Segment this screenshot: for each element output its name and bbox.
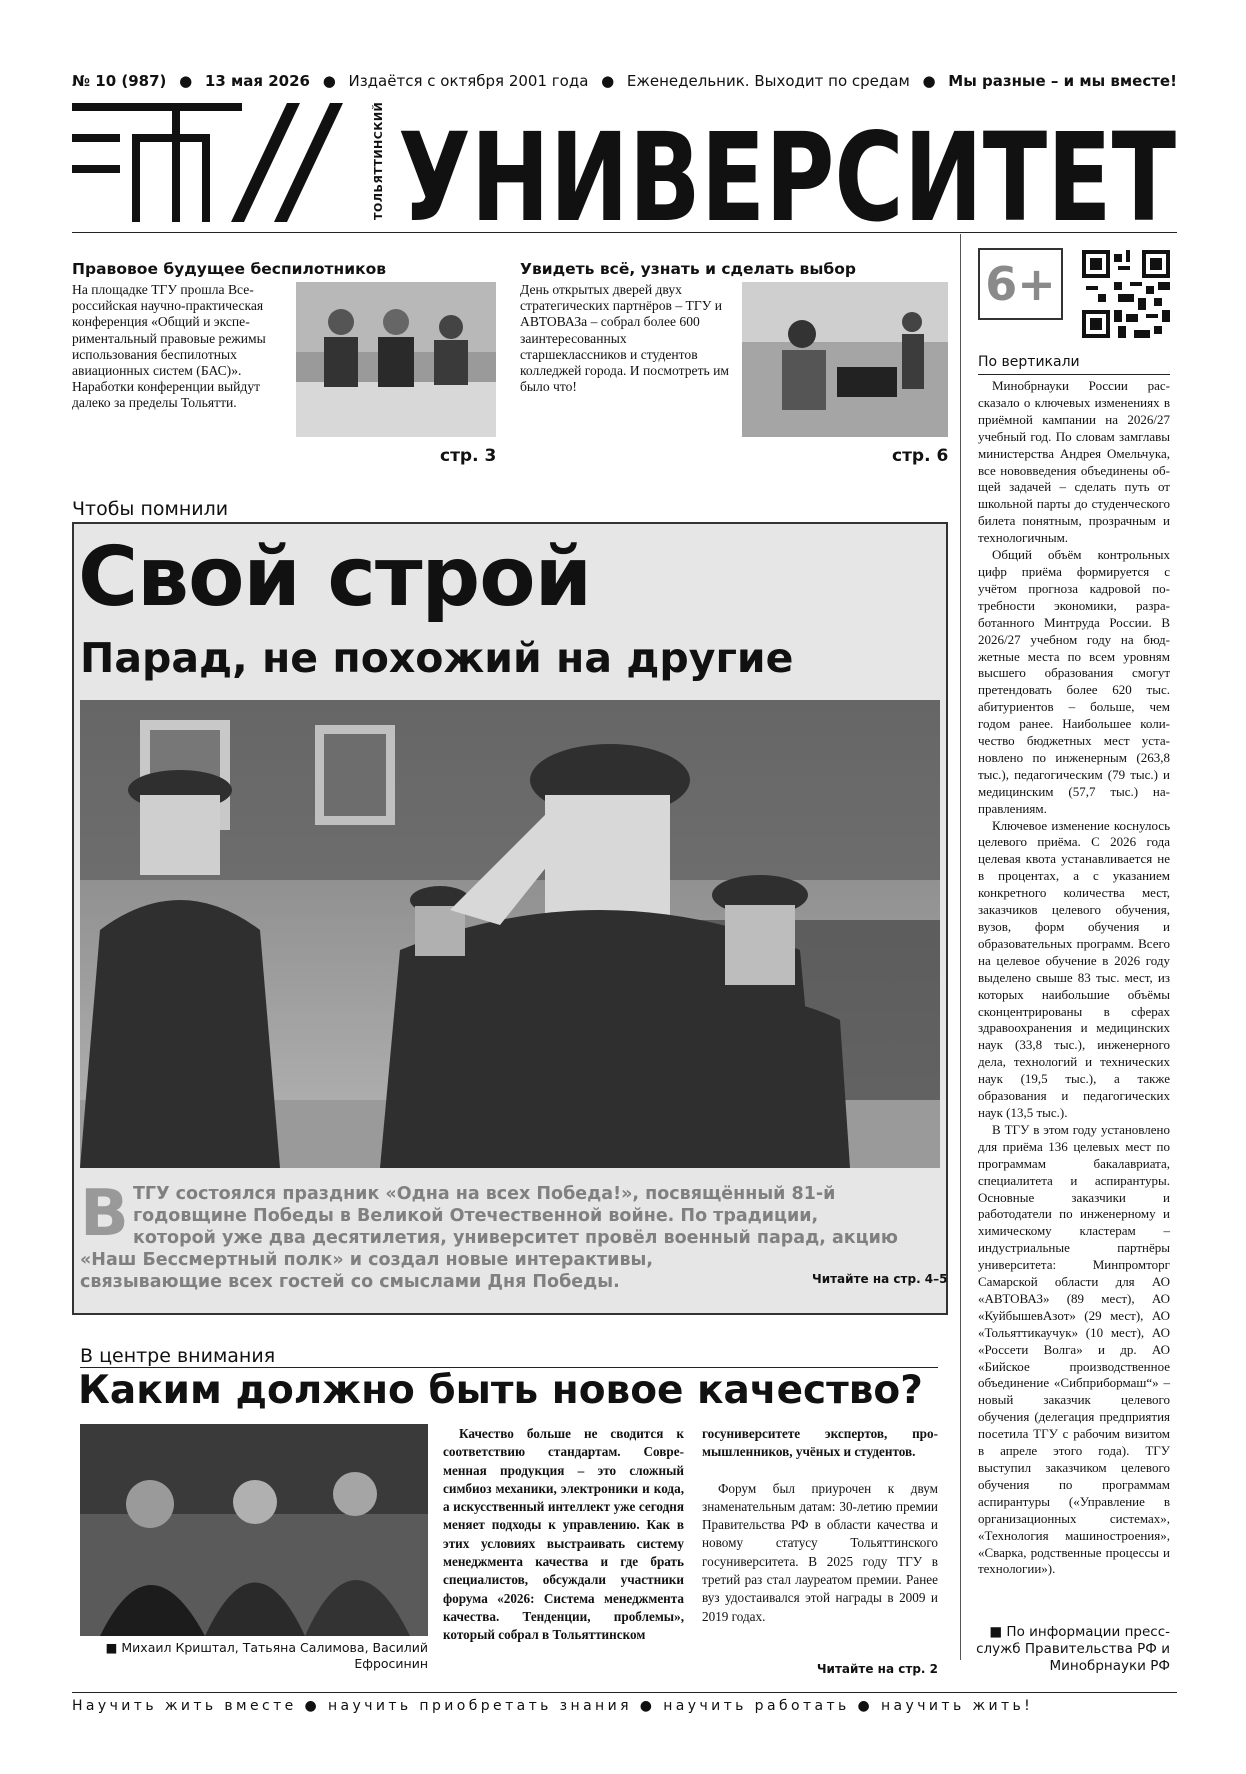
lead-line: годовщине Победы в Великой Отечественной войне. По традиции, [133, 1206, 819, 1226]
teaser-2-photo [742, 282, 948, 437]
sidebar-divider [960, 234, 961, 1660]
lead-line: которой уже два десятилетия, университет провёл военный парад, акцию [133, 1228, 898, 1248]
issue-since: Издаётся с октября 2001 года [348, 72, 589, 90]
masthead-small-label: ТОЛЬЯТТИНСКИЙ [372, 101, 385, 220]
lead-line: «Наш Бессмертный полк» и создал новые интерактивы, [80, 1250, 653, 1270]
teaser-1-text: На площадке ТГУ прошла Всероссийская научно-практическая конференция «Общий и экспериментальный правовые режимы использования беспилотных авиационных систем (БАС)». Наработки конференции выйдут далеко за пределы Тольятти. [72, 282, 266, 411]
sidebar-rubric: По вертикали [978, 354, 1080, 370]
sidebar-paragraph: Ключевое изменение коснулось целевого приёма. С 2026 года целевая квота устанавливается не в процентах, а с указанием конкретного количества мест, заказчиков целевого обучения, вузов, форм обучения и образовательных программ. Всего на целевое обучение в 2026 году выделено свыше 83 тыс. мест, из которых наибольшие объёмы сконцентрированы в сферах здравоохранения и медицинских наук (33,8 тыс.), инженерного дела, технологий и технических наук (19,5 тыс.), а также образования и педагогических наук (13,5 тыс.). [978, 817, 1170, 1120]
issue-frequency: Еженедельник. Выходит по средам [626, 72, 910, 90]
sidebar-paragraph: В ТГУ в этом году установлено для приёма 136 целевых мест по программам бакалавриата, специалитета и аспирантуры. Основные заказчики и работодатели по инженерному и химическому кластерам – индустриальные партнёры университета: Минпромторг Самарской области для АО «АВТОВАЗ» (89 мест), АО «КуйбышевАзот» (29 мест), АО «Тольяттикаучук» (10 мест), АО «Россети Волга» и др. АО «Бийское производственное объединение «Сибприбормаш“» – новый заказчик целевого обучения (делегация предприятия посетила ТГУ с рабочим визитом в апреле этого года). ТГУ выступил заказчиком целевого обучения по программам аспирантуры («Управление в организационных системах», «Технология машиностроения», «Сварка, родственные процессы и технологии»). [978, 1121, 1170, 1577]
feature-subtitle: Парад, не похожий на другие [80, 634, 794, 682]
feature-read-more[interactable]: Читайте на стр. 4–5 [812, 1272, 948, 1286]
parade-photo [80, 700, 940, 1168]
article2-rubric: В центре внимания [80, 1345, 276, 1367]
teaser-2-page[interactable]: стр. 6 [892, 446, 949, 466]
feature-dropcap: В [80, 1177, 129, 1251]
lead-line: ТГУ состоялся праздник «Одна на всех Победа!», посвящённый 81-й [133, 1184, 836, 1204]
teaser-2-text: День открытых дверей двух стратегических партнёров – ТГУ и АВТОВАЗа – собрал более 600 заинтересованных старшеклассников и студентов колледжей города. И посмотреть им было что! [520, 282, 730, 395]
masthead-title [398, 96, 1178, 226]
sidebar-paragraph: Минобрнауки России рассказало о ключевых изменениях в приёмной кампании на 2026/27 учебный год. По словам замглавы министерства Андрея Омельчука, все нововведения объединены общей задачей – сделать путь от школьной парты до студенческого билета понятным, прозрачным и технологичным. [978, 378, 1170, 546]
sidebar-rubric-rule [978, 374, 1170, 375]
teaser-1-photo [296, 282, 496, 437]
footer-rule [72, 1692, 1177, 1693]
tgu-logo [72, 100, 382, 225]
footer-motto: Научить жить вместе ● научить приобретать знания ● научить работать ● научить жить! [72, 1698, 1034, 1714]
sidebar-paragraph: Общий объём контрольных цифр приёма формируется с учётом прогноза кадровой потребности экономики, разработанного Минтруда России. В 2026/27 учебном году на бюджетные места по всем уровням высшего образования смогут претендовать более 620 тыс. абитуриентов – больше, чем годом ранее. Наибольшее количество бюджетных мест установлено по инженерным (263,8 тыс.), педагогическим (79 тыс.) и медицинским (57,7 тыс.) направлениям. [978, 547, 1170, 816]
article2-paragraph-bold: госуниверситете экспертов, промышленников, учёных и студентов. [702, 1426, 938, 1460]
issue-info-line: № 10 (987) ● 13 мая 2026 ● Издаётся с октября 2001 года ● Еженедельник. Выходит по средам ● Мы разные – и мы вместе! [72, 72, 1177, 90]
article2-photo-caption: ■ Михаил Криштал, Татьяна Салимова, Василий Ефросинин [105, 1640, 428, 1671]
article2-column-1 [443, 1425, 684, 1645]
lead-line: связывающие всех гостей со смыслами Дня Победы. [80, 1272, 620, 1292]
teaser-1-title[interactable]: Правовое будущее беспилотников [72, 260, 387, 278]
article2-paragraph: Форум был приурочен к двум знаменательным датам: 30-летию премии Правительства РФ в области качества и новому статусу Тольяттинского госуниверситета. В 2025 году ТГУ в третий раз стал лауреатом премии. Ранее вуз удостаивался этой награды в 2009 и 2019 годах. [702, 1480, 938, 1624]
article2-title[interactable]: Каким должно быть новое качество? [78, 1368, 923, 1413]
age-rating-badge: 6+ [978, 248, 1063, 320]
qr-code-icon[interactable] [1082, 250, 1170, 338]
issue-date: 13 мая 2026 [204, 72, 310, 90]
article2-photo [80, 1424, 428, 1636]
svg-text:УНИВЕРСИТЕТ: УНИВЕРСИТЕТ [398, 107, 1176, 226]
teaser-1-page[interactable]: стр. 3 [440, 446, 497, 466]
feature-rubric: Чтобы помнили [72, 498, 229, 520]
feature-lead-bottom [80, 1249, 653, 1293]
sidebar-article [978, 378, 1170, 1578]
header-rule [72, 232, 1177, 233]
feature-lead-top [133, 1183, 898, 1249]
issue-number: № 10 (987) [72, 72, 167, 90]
teaser-2-title[interactable]: Увидеть всё, узнать и сделать выбор [520, 260, 856, 278]
slogan: Мы разные – и мы вместе! [948, 72, 1177, 90]
article2-column-2 [702, 1425, 938, 1626]
feature-title[interactable]: Свой строй [78, 530, 592, 625]
article2-read-more[interactable]: Читайте на стр. 2 [816, 1662, 938, 1676]
sidebar-credit: ■ По информации пресс-служб Правительства РФ и Минобрнауки РФ [976, 1624, 1170, 1674]
article2-paragraph: Качество больше не сводится к соответствию стандартам. Современная продукция – это сложный симбиоз механики, электроники и кода, а искусственный интеллект уже сегодня меняет подходы к управлению. Как в этих условиях выстраивать систему менеджмента качества и где брать специалистов, обсуждали участники форума «2026: Система менеджмента качества. Тенденции, проблемы», который собрал в Тольяттинском [443, 1426, 684, 1643]
